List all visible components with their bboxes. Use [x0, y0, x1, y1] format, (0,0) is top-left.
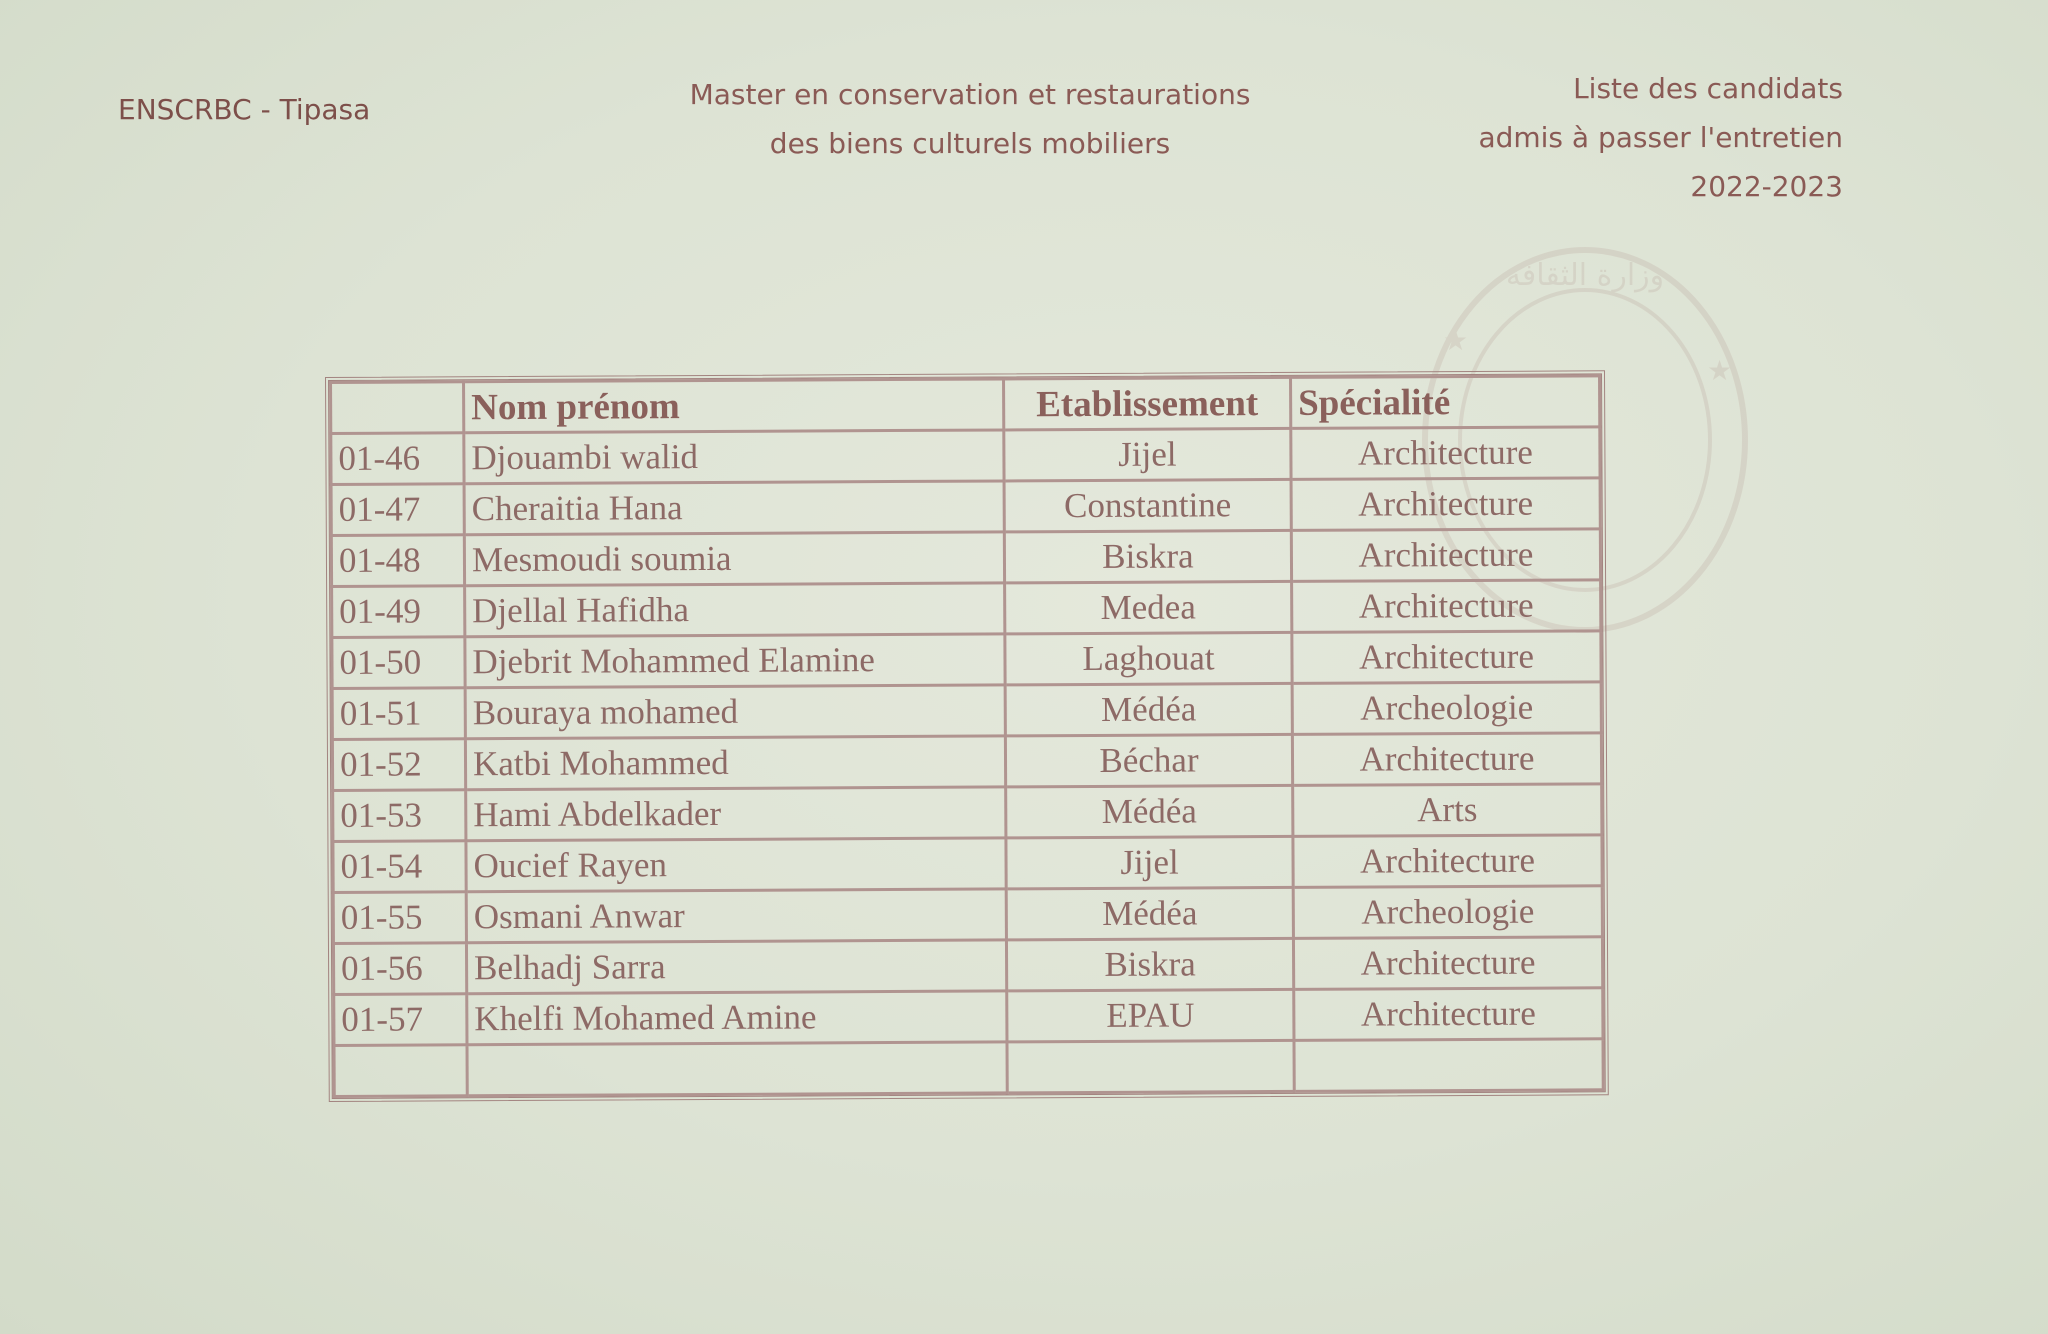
- cell-specialty: Architecture: [1292, 631, 1601, 684]
- cell-specialty: Architecture: [1291, 529, 1600, 582]
- cell-number: 01-55: [333, 892, 466, 944]
- stamp-text: وزارة الثقافة: [1505, 258, 1665, 293]
- cell-establishment: Biskra: [1004, 530, 1291, 583]
- program-title-line1: Master en conservation et restaurations: [689, 78, 1251, 111]
- table-row: [331, 427, 1600, 485]
- cell-establishment: Médéa: [1005, 683, 1292, 736]
- table-row: [333, 886, 1602, 944]
- cell-number: 01-49: [332, 586, 465, 638]
- cell-establishment: Jijel: [1004, 428, 1291, 481]
- cell-specialty: Architecture: [1294, 988, 1603, 1041]
- cell-name: Djellal Hafidha: [465, 583, 1005, 637]
- cell-establishment: [1007, 1040, 1294, 1093]
- cell-specialty: Architecture: [1293, 835, 1602, 888]
- cell-name: Djebrit Mohammed Elamine: [465, 634, 1005, 688]
- table-row: [332, 733, 1601, 791]
- cell-establishment: Médéa: [1006, 887, 1293, 940]
- cell-name: Oucief Rayen: [466, 838, 1006, 892]
- cell-number: 01-47: [331, 484, 464, 536]
- school-name: ENSCRBC - Tipasa: [118, 93, 371, 126]
- cell-name: [467, 1042, 1007, 1096]
- cell-number: [334, 1045, 467, 1097]
- stamp-star-icon: ★: [1707, 354, 1733, 387]
- table-row: [333, 937, 1602, 995]
- header-name: Nom prénom: [464, 379, 1004, 433]
- cell-establishment: EPAU: [1007, 989, 1294, 1042]
- cell-specialty: Architecture: [1291, 478, 1600, 531]
- program-title: [640, 70, 1300, 168]
- cell-establishment: Médéa: [1006, 785, 1293, 838]
- cell-specialty: Architecture: [1293, 937, 1602, 990]
- cell-establishment: Biskra: [1006, 938, 1293, 991]
- program-title-line2: des biens culturels mobiliers: [769, 127, 1171, 160]
- cell-name: Djouambi walid: [464, 430, 1004, 484]
- cell-number: 01-51: [332, 688, 465, 740]
- header-establishment: Etablissement: [1004, 377, 1291, 430]
- table-row: [334, 988, 1603, 1046]
- table-row-empty: [334, 1039, 1603, 1097]
- cell-establishment: Laghouat: [1005, 632, 1292, 685]
- cell-establishment: Béchar: [1005, 734, 1292, 787]
- cell-name: Katbi Mohammed: [465, 736, 1005, 790]
- cell-specialty: Architecture: [1292, 580, 1601, 633]
- cell-specialty: Archeologie: [1292, 682, 1601, 735]
- cell-establishment: Jijel: [1006, 836, 1293, 889]
- list-title-year: 2022-2023: [1690, 170, 1843, 203]
- cell-specialty: Arts: [1293, 784, 1602, 837]
- cell-number: 01-46: [331, 433, 464, 485]
- cell-number: 01-57: [334, 994, 467, 1046]
- cell-name: Belhadj Sarra: [466, 940, 1006, 994]
- stamp-star-icon: ★: [1443, 324, 1469, 357]
- cell-specialty: Architecture: [1291, 427, 1600, 480]
- header-number: [331, 382, 464, 434]
- cell-establishment: Constantine: [1004, 479, 1291, 532]
- cell-number: 01-52: [332, 739, 465, 791]
- cell-number: 01-48: [331, 535, 464, 587]
- table-row: [331, 529, 1600, 587]
- cell-number: 01-53: [333, 790, 466, 842]
- list-title: [1478, 64, 1843, 211]
- table-row: [332, 580, 1601, 638]
- cell-number: 01-50: [332, 637, 465, 689]
- table-row: [333, 784, 1602, 842]
- table-row: [333, 835, 1602, 893]
- cell-specialty: [1294, 1039, 1603, 1092]
- list-title-line2: admis à passer l'entretien: [1478, 121, 1843, 154]
- table-row: [331, 478, 1600, 536]
- cell-number: 01-56: [333, 943, 466, 995]
- cell-name: Bouraya mohamed: [465, 685, 1005, 739]
- table-row: [332, 682, 1601, 740]
- cell-name: Cheraitia Hana: [464, 481, 1004, 535]
- cell-number: 01-54: [333, 841, 466, 893]
- cell-specialty: Archeologie: [1293, 886, 1602, 939]
- cell-name: Osmani Anwar: [466, 889, 1006, 943]
- table-header-row: [331, 376, 1600, 434]
- cell-name: Hami Abdelkader: [466, 787, 1006, 841]
- cell-specialty: Architecture: [1292, 733, 1601, 786]
- candidates-table: [325, 370, 1609, 1102]
- table-row: [332, 631, 1601, 689]
- list-title-line1: Liste des candidats: [1573, 72, 1843, 105]
- cell-establishment: Medea: [1005, 581, 1292, 634]
- cell-name: Mesmoudi soumia: [464, 532, 1004, 586]
- header-specialty: Spécialité: [1291, 376, 1600, 429]
- cell-name: Khelfi Mohamed Amine: [467, 991, 1007, 1045]
